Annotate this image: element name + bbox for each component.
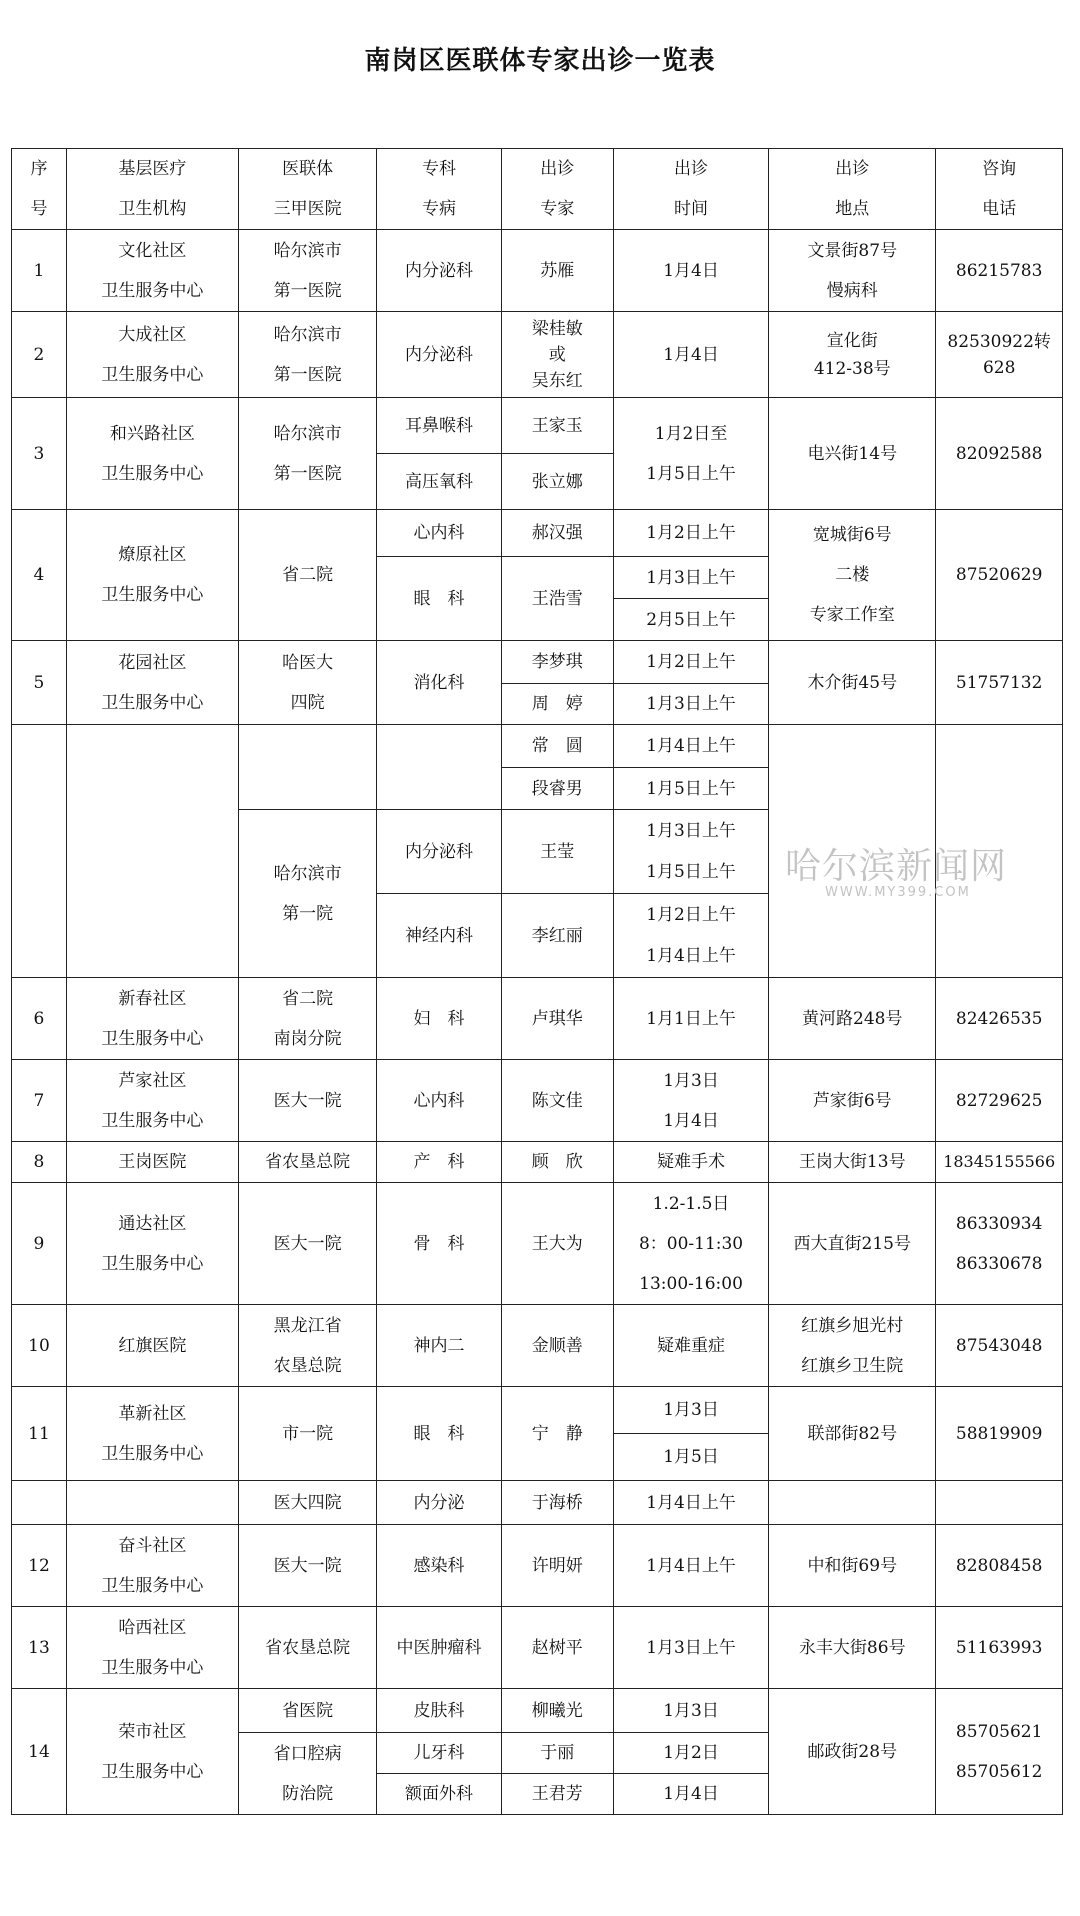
hospital-cell: 省医院	[238, 1689, 377, 1733]
row-number: 7	[12, 1060, 67, 1142]
location-cell: 联部街82号	[769, 1387, 936, 1481]
location-cell: 邮政街28号	[769, 1689, 936, 1815]
specialty-cell: 眼 科	[377, 1387, 501, 1481]
location-cell: 文景街87号 慢病科	[769, 230, 936, 312]
hospital-cell: 哈尔滨市 第一医院	[238, 398, 377, 510]
expert-cell: 赵树平	[501, 1607, 613, 1689]
row-number: 12	[12, 1525, 67, 1607]
header-row	[12, 149, 1063, 230]
row-number: 4	[12, 510, 67, 641]
time-cell: 1月4日上午	[613, 1481, 768, 1525]
institution-cell: 花园社区 卫生服务中心	[66, 641, 238, 725]
row-number: 11	[12, 1387, 67, 1481]
header-phone: 咨询 电话	[936, 149, 1063, 230]
row-number: 9	[12, 1183, 67, 1305]
phone-cell: 18345155566	[936, 1142, 1063, 1183]
location-cell: 红旗乡旭光村 红旗乡卫生院	[769, 1305, 936, 1387]
institution-cell: 红旗医院	[66, 1305, 238, 1387]
table-row	[12, 1142, 1063, 1183]
expert-cell: 王大为	[501, 1183, 613, 1305]
expert-cell: 王浩雪	[501, 557, 613, 641]
institution-cell	[66, 725, 238, 978]
header-time: 出诊 时间	[613, 149, 768, 230]
specialty-cell: 产 科	[377, 1142, 501, 1183]
specialty-cell: 感染科	[377, 1525, 501, 1607]
specialty-cell	[377, 725, 501, 810]
institution-cell: 大成社区 卫生服务中心	[66, 312, 238, 398]
time-cell: 2月5日上午	[613, 599, 768, 641]
table-row	[12, 1689, 1063, 1733]
hospital-cell: 省二院 南岗分院	[238, 978, 377, 1060]
institution-cell	[66, 1481, 238, 1525]
specialty-cell: 妇 科	[377, 978, 501, 1060]
header-specialty: 专科 专病	[377, 149, 501, 230]
time-cell: 1月3日上午	[613, 810, 768, 852]
page-title: 南岗区医联体专家出诊一览表	[364, 46, 716, 76]
table-row	[12, 1183, 1063, 1305]
specialty-cell: 内分泌科	[377, 312, 501, 398]
time-cell: 疑难手术	[613, 1142, 768, 1183]
phone-cell: 51757132	[936, 641, 1063, 725]
time-cell: 1月4日上午	[613, 1525, 768, 1607]
expert-cell: 郝汉强	[501, 510, 613, 557]
specialty-cell: 儿牙科	[377, 1733, 501, 1774]
table-row	[12, 1305, 1063, 1387]
hospital-cell	[238, 725, 377, 810]
time-cell: 1月2日上午	[613, 641, 768, 684]
time-cell: 1月4日	[613, 230, 768, 312]
institution-cell: 芦家社区 卫生服务中心	[66, 1060, 238, 1142]
hospital-cell: 省农垦总院	[238, 1142, 377, 1183]
time-cell: 1月1日上午	[613, 978, 768, 1060]
table-row	[12, 1387, 1063, 1434]
location-cell: 木介街45号	[769, 641, 936, 725]
phone-cell: 82530922转 628	[936, 312, 1063, 398]
expert-cell: 顾 欣	[501, 1142, 613, 1183]
specialty-cell: 高压氧科	[377, 454, 501, 510]
institution-cell: 荣市社区 卫生服务中心	[66, 1689, 238, 1815]
time-cell: 1月2日上午	[613, 510, 768, 557]
expert-cell: 金顺善	[501, 1305, 613, 1387]
institution-cell: 奋斗社区 卫生服务中心	[66, 1525, 238, 1607]
table-row	[12, 1525, 1063, 1607]
table-row	[12, 398, 1063, 454]
institution-cell: 王岗医院	[66, 1142, 238, 1183]
expert-cell: 李梦琪	[501, 641, 613, 684]
hospital-cell: 医大一院	[238, 1060, 377, 1142]
phone-cell: 82808458	[936, 1525, 1063, 1607]
header-expert: 出诊 专家	[501, 149, 613, 230]
watermark-url: WWW.MY399.COM	[825, 885, 971, 900]
institution-cell: 通达社区 卫生服务中心	[66, 1183, 238, 1305]
time-cell: 1月3日 1月4日	[613, 1060, 768, 1142]
schedule-table	[11, 148, 1063, 1815]
location-cell	[769, 1481, 936, 1525]
time-cell: 1.2-1.5日 8：00-11:30 13:00-16:00	[613, 1183, 768, 1305]
institution-cell: 新春社区 卫生服务中心	[66, 978, 238, 1060]
expert-cell: 于海桥	[501, 1481, 613, 1525]
phone-cell: 85705621 85705612	[936, 1689, 1063, 1815]
table-row	[12, 641, 1063, 684]
specialty-cell: 中医肿瘤科	[377, 1607, 501, 1689]
phone-cell: 58819909	[936, 1387, 1063, 1481]
expert-cell: 柳曦光	[501, 1689, 613, 1733]
phone-cell: 51163993	[936, 1607, 1063, 1689]
table-row	[12, 1060, 1063, 1142]
expert-cell: 梁桂敏 或 吴东红	[501, 312, 613, 398]
location-cell: 永丰大街86号	[769, 1607, 936, 1689]
time-cell: 1月3日	[613, 1689, 768, 1733]
header-seq: 序 号	[12, 149, 67, 230]
row-number	[12, 1481, 67, 1525]
table-row	[12, 978, 1063, 1060]
time-cell: 1月2日至 1月5日上午	[613, 398, 768, 510]
time-cell: 1月5日上午	[613, 852, 768, 894]
location-cell: 宽城街6号 二楼 专家工作室	[769, 510, 936, 641]
time-cell: 1月3日上午	[613, 557, 768, 599]
specialty-cell: 骨 科	[377, 1183, 501, 1305]
institution-cell: 哈西社区 卫生服务中心	[66, 1607, 238, 1689]
location-cell: 王岗大街13号	[769, 1142, 936, 1183]
watermark-main: 哈尔滨新闻网	[785, 846, 1008, 887]
header-institution: 基层医疗 卫生机构	[66, 149, 238, 230]
hospital-cell: 医大一院	[238, 1525, 377, 1607]
hospital-cell: 哈尔滨市 第一医院	[238, 230, 377, 312]
location-cell: 黄河路248号	[769, 978, 936, 1060]
institution-cell: 革新社区 卫生服务中心	[66, 1387, 238, 1481]
header-hospital: 医联体 三甲医院	[238, 149, 377, 230]
hospital-cell: 医大一院	[238, 1183, 377, 1305]
specialty-cell: 耳鼻喉科	[377, 398, 501, 454]
specialty-cell: 内分泌	[377, 1481, 501, 1525]
time-cell: 1月3日上午	[613, 684, 768, 725]
specialty-cell: 神经内科	[377, 894, 501, 978]
specialty-cell: 内分泌科	[377, 230, 501, 312]
time-cell: 1月4日	[613, 312, 768, 398]
table-row	[12, 230, 1063, 312]
row-number: 5	[12, 641, 67, 725]
hospital-cell: 医大四院	[238, 1481, 377, 1525]
specialty-cell: 皮肤科	[377, 1689, 501, 1733]
time-cell: 1月4日	[613, 1774, 768, 1815]
row-number: 13	[12, 1607, 67, 1689]
phone-cell: 82092588	[936, 398, 1063, 510]
institution-cell: 燎原社区 卫生服务中心	[66, 510, 238, 641]
hospital-cell: 哈尔滨市 第一院	[238, 810, 377, 978]
expert-cell: 卢琪华	[501, 978, 613, 1060]
row-number: 2	[12, 312, 67, 398]
time-cell: 1月2日	[613, 1733, 768, 1774]
hospital-cell: 省农垦总院	[238, 1607, 377, 1689]
institution-cell: 和兴路社区 卫生服务中心	[66, 398, 238, 510]
hospital-cell: 省二院	[238, 510, 377, 641]
row-number: 1	[12, 230, 67, 312]
time-cell: 1月4日上午	[613, 725, 768, 768]
table-row	[12, 312, 1063, 398]
specialty-cell: 心内科	[377, 1060, 501, 1142]
expert-cell: 段睿男	[501, 768, 613, 810]
location-cell	[769, 725, 936, 978]
row-number	[12, 725, 67, 978]
row-number: 14	[12, 1689, 67, 1815]
institution-cell: 文化社区 卫生服务中心	[66, 230, 238, 312]
phone-cell: 82426535	[936, 978, 1063, 1060]
phone-cell: 82729625	[936, 1060, 1063, 1142]
hospital-cell: 市一院	[238, 1387, 377, 1481]
time-cell: 1月5日	[613, 1434, 768, 1481]
time-cell: 1月4日上午	[613, 936, 768, 978]
location-cell: 芦家街6号	[769, 1060, 936, 1142]
row-number: 3	[12, 398, 67, 510]
phone-cell: 86215783	[936, 230, 1063, 312]
time-cell: 1月2日上午	[613, 894, 768, 936]
table-row	[12, 510, 1063, 557]
table-row	[12, 725, 1063, 768]
phone-cell: 87543048	[936, 1305, 1063, 1387]
expert-cell: 常 圆	[501, 725, 613, 768]
hospital-cell: 省口腔病 防治院	[238, 1733, 377, 1815]
location-cell: 电兴街14号	[769, 398, 936, 510]
time-cell: 疑难重症	[613, 1305, 768, 1387]
specialty-cell: 眼 科	[377, 557, 501, 641]
location-cell: 宣化街 412-38号	[769, 312, 936, 398]
specialty-cell: 内分泌科	[377, 810, 501, 894]
expert-cell: 王君芳	[501, 1774, 613, 1815]
expert-cell: 宁 静	[501, 1387, 613, 1481]
specialty-cell: 消化科	[377, 641, 501, 725]
expert-cell: 李红丽	[501, 894, 613, 978]
location-cell: 中和街69号	[769, 1525, 936, 1607]
specialty-cell: 额面外科	[377, 1774, 501, 1815]
expert-cell: 周 婷	[501, 684, 613, 725]
expert-cell: 于丽	[501, 1733, 613, 1774]
expert-cell: 苏雁	[501, 230, 613, 312]
expert-cell: 王莹	[501, 810, 613, 894]
expert-cell: 陈文佳	[501, 1060, 613, 1142]
phone-cell: 87520629	[936, 510, 1063, 641]
location-cell: 西大直街215号	[769, 1183, 936, 1305]
phone-cell: 86330934 86330678	[936, 1183, 1063, 1305]
hospital-cell: 哈医大 四院	[238, 641, 377, 725]
specialty-cell: 心内科	[377, 510, 501, 557]
row-number: 8	[12, 1142, 67, 1183]
time-cell: 1月3日	[613, 1387, 768, 1434]
hospital-cell: 哈尔滨市 第一医院	[238, 312, 377, 398]
phone-cell	[936, 1481, 1063, 1525]
time-cell: 1月3日上午	[613, 1607, 768, 1689]
time-cell: 1月5日上午	[613, 768, 768, 810]
table-row	[12, 1481, 1063, 1525]
phone-cell	[936, 725, 1063, 978]
row-number: 10	[12, 1305, 67, 1387]
specialty-cell: 神内二	[377, 1305, 501, 1387]
expert-cell: 许明妍	[501, 1525, 613, 1607]
row-number: 6	[12, 978, 67, 1060]
expert-cell: 张立娜	[501, 454, 613, 510]
table-row	[12, 1607, 1063, 1689]
header-location: 出诊 地点	[769, 149, 936, 230]
hospital-cell: 黑龙江省 农垦总院	[238, 1305, 377, 1387]
expert-cell: 王家玉	[501, 398, 613, 454]
